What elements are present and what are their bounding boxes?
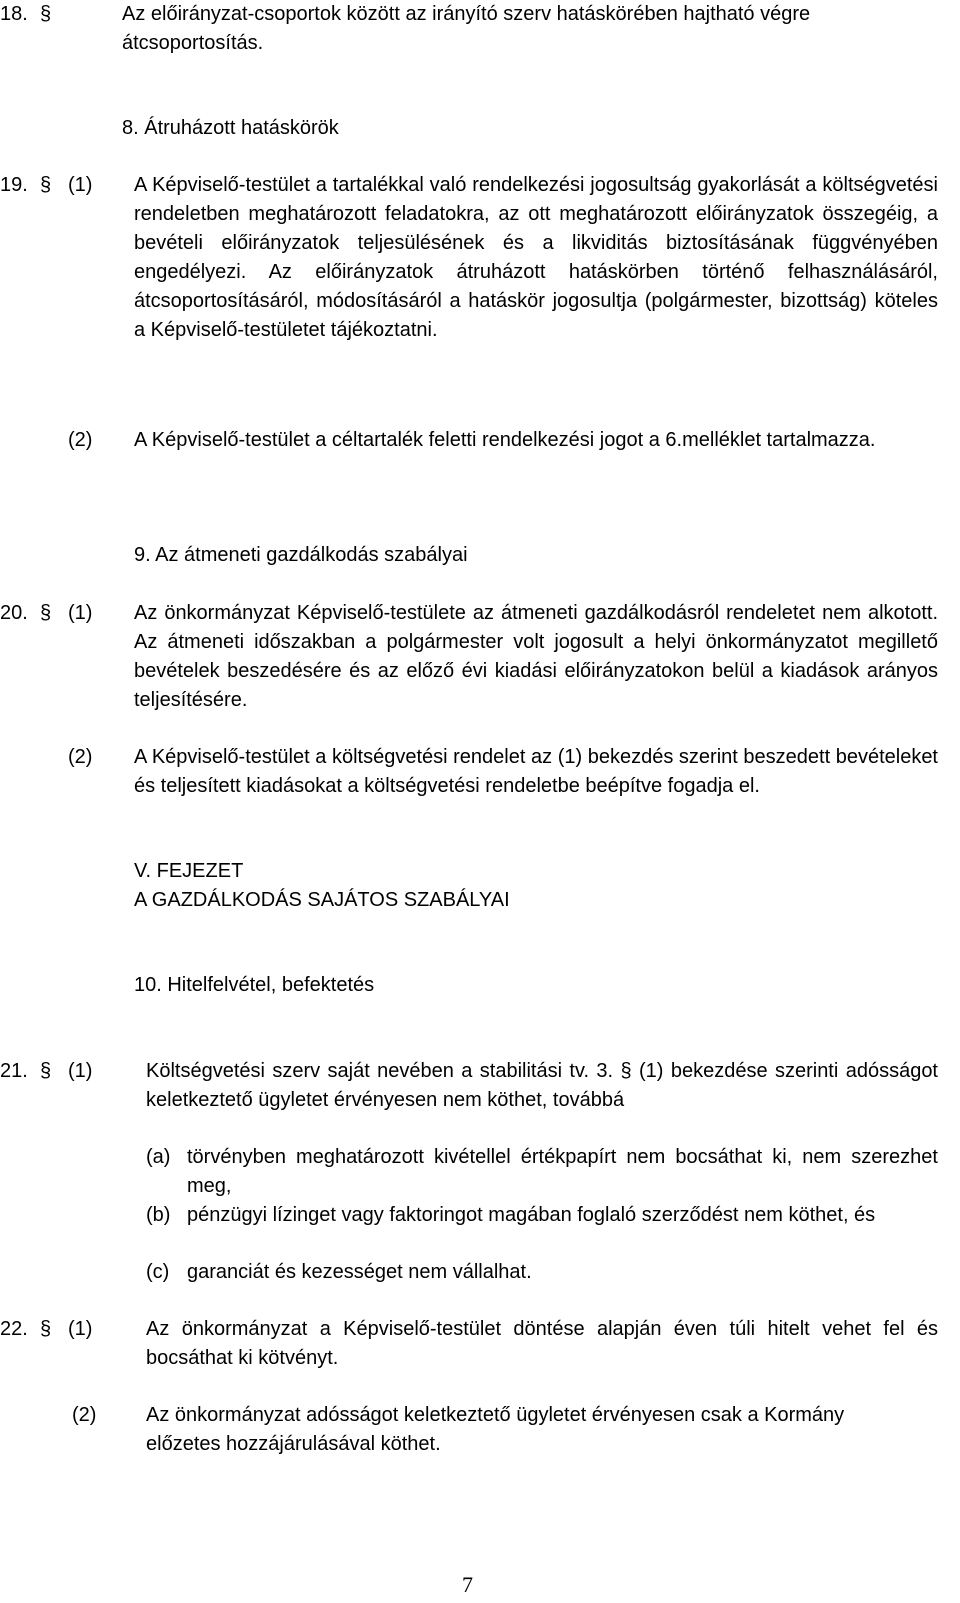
section-20-number: 20. [0, 602, 28, 624]
section-21-item-b-label: (b) [146, 1204, 171, 1226]
section-21-number: 21. [0, 1060, 28, 1082]
section-21-item-a-label: (a) [146, 1146, 171, 1168]
section-21-sign: § [40, 1060, 52, 1082]
section-18-number: 18. [0, 3, 28, 25]
section-22-p2-text: Az önkormányzat adósságot keletkeztető ügyletet érvényesen csak a Kormány előzetes hozzájárulásával köthet. [146, 1404, 845, 1455]
section-19-number: 19. [0, 174, 28, 196]
section-21-p1-label: (1) [68, 1060, 93, 1082]
section-19-p2-label: (2) [68, 429, 93, 451]
section-20-p2-label: (2) [68, 746, 93, 768]
section-19-sign: § [40, 174, 52, 196]
heading-9: 9. Az átmeneti gazdálkodás szabályai [134, 544, 468, 566]
section-22-sign: § [40, 1318, 52, 1340]
section-21-item-a-text: törvényben meghatározott kivétellel értékpapírt nem bocsáthat ki, nem szerezhet meg, [187, 1146, 938, 1197]
section-22-p1-text: Az önkormányzat a Képviselő-testület döntése alapján éven túli hitelt vehet fel és bocsáthat ki kötvényt. [146, 1318, 938, 1369]
heading-10: 10. Hitelfelvétel, befektetés [134, 974, 375, 996]
section-21-p1-text: Költségvetési szerv saját nevében a stabilitási tv. 3. § (1) bekezdése szerinti adósságot keletkeztető ügyletet érvényesen nem köthet, továbbá [146, 1060, 938, 1111]
section-21-item-c-label: (c) [146, 1261, 170, 1283]
chapter-number: V. FEJEZET [134, 860, 244, 882]
section-18-text: Az előirányzat-csoportok között az irányító szerv hatáskörében hajtható végre átcsoportosítás. [122, 3, 811, 54]
section-20-p1-label: (1) [68, 602, 93, 624]
section-19-p1-label: (1) [68, 174, 93, 196]
section-22-p2-label: (2) [72, 1404, 97, 1426]
section-19-p1-text: A Képviselő-testület a tartalékkal való rendelkezési jogosultság gyakorlását a költségvetési rendeletben meghatározott feladatokra, az ott meghatározott előirányzatok összegéig, a bevételi előirányzatok teljesülésének és a likviditás biztosításának függvényében engedélyezi. Az előirányzatok átruházott hatáskörben történő felhasználásáról, átcsoportosításáról, módosításáról a hatáskör jogosultja (polgármester, bizottság) köteles a Képviselő-testületet tájékoztatni. [134, 174, 938, 341]
section-19-p2-text: A Képviselő-testület a céltartalék feletti rendelkezési jogot a 6.melléklet tartalmazza. [134, 429, 876, 451]
section-22-p1-label: (1) [68, 1318, 93, 1340]
section-20-p1-text: Az önkormányzat Képviselő-testülete az átmeneti gazdálkodásról rendeletet nem alkotott. Az átmeneti időszakban a polgármester volt jogosult a helyi önkormányzatot megillető bevételek beszedésére és az előző évi kiadási előirányzatokon belül a kiadások arányos teljesítésére. [134, 602, 938, 711]
section-20-p2-text: A Képviselő-testület a költségvetési rendelet az (1) bekezdés szerint beszedett bevételeket és teljesített kiadásokat a költségvetési rendeletbe beépítve fogadja el. [134, 746, 938, 797]
page-number: 7 [462, 1572, 473, 1597]
section-21-item-b-text: pénzügyi lízinget vagy faktoringot magában foglaló szerződést nem köthet, és [187, 1204, 876, 1226]
chapter-title: A GAZDÁLKODÁS SAJÁTOS SZABÁLYAI [134, 889, 510, 911]
section-20-sign: § [40, 602, 52, 624]
section-18-sign: § [40, 3, 52, 25]
heading-8: 8. Átruházott hatáskörök [122, 117, 339, 139]
section-21-item-c-text: garanciát és kezességet nem vállalhat. [187, 1261, 532, 1283]
section-22-number: 22. [0, 1318, 28, 1340]
